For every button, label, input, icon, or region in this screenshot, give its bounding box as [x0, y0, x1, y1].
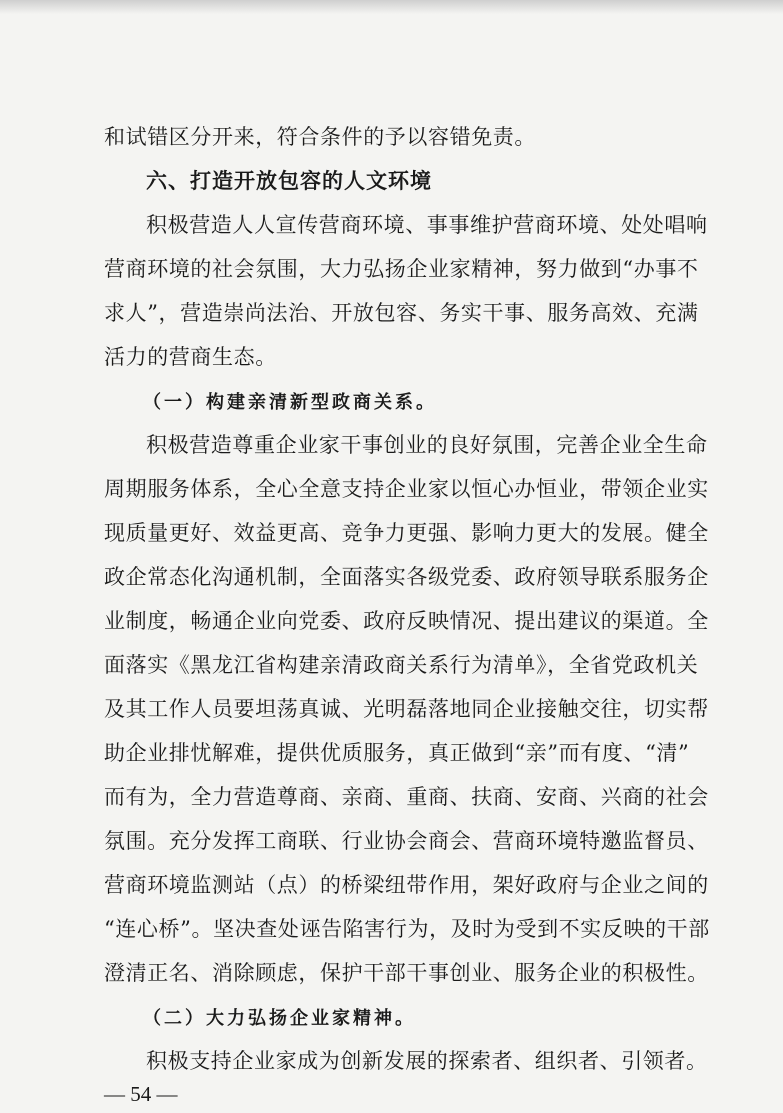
section-heading: 六、打造开放包容的人文环境 [146, 169, 432, 193]
paragraph-line: 而有为，全力营造尊商、亲商、重商、扶商、安商、兴商的社会 [104, 785, 709, 809]
paragraph-line: 积极支持企业家成为创新发展的探索者、组织者、引领者。 [146, 1049, 708, 1073]
paragraph-line: 积极营造尊重企业家干事创业的良好氛围，完善企业全生命 [146, 433, 708, 457]
paragraph-line: 氛围。充分发挥工商联、行业协会商会、营商环境特邀监督员、 [104, 829, 709, 853]
paragraph-line: 及其工作人员要坦荡真诚、光明磊落地同企业接触交往，切实帮 [104, 697, 709, 721]
paragraph-line: 周期服务体系，全心全意支持企业家以恒心办恒业，带领企业实 [104, 477, 709, 501]
paragraph-line: “连心桥”。坚决查处诬告陷害行为，及时为受到不实反映的干部 [104, 917, 710, 941]
paragraph-line: 活力的营商生态。 [104, 345, 277, 369]
paragraph-line: 积极营造人人宣传营商环境、事事维护营商环境、处处唱响 [146, 213, 708, 237]
paragraph-line: 营商环境的社会氛围，大力弘扬企业家精神，努力做到“办事不 [104, 257, 699, 281]
paragraph-line: 面落实《黑龙江省构建亲清政商关系行为清单》，全省党政机关 [104, 653, 699, 677]
paragraph-line: 求人”，营造崇尚法治、开放包容、务实干事、服务高效、充满 [104, 301, 699, 325]
paragraph-line: 政企常态化沟通机制，全面落实各级党委、政府领导联系服务企 [104, 565, 709, 589]
subsection-heading: （二）大力弘扬企业家精神。 [143, 1008, 416, 1029]
paragraph-line: 助企业排忧解难，提供优质服务，真正做到“亲”而有度、“清” [104, 741, 690, 765]
paragraph-line: 业制度，畅通企业向党委、政府反映情况、提出建议的渠道。全 [104, 609, 709, 633]
paragraph-line-continuation: 和试错区分开来，符合条件的予以容错免责。 [104, 125, 536, 149]
page-number: — 54 — [104, 1082, 178, 1106]
paragraph-line: 营商环境监测站（点）的桥梁纽带作用，架好政府与企业之间的 [104, 873, 709, 897]
subsection-heading: （一）构建亲清新型政商关系。 [143, 392, 437, 413]
paragraph-line: 澄清正名、消除顾虑，保护干部干事创业、服务企业的积极性。 [104, 961, 709, 985]
paragraph-line: 现质量更好、效益更高、竞争力更强、影响力更大的发展。健全 [104, 521, 709, 545]
